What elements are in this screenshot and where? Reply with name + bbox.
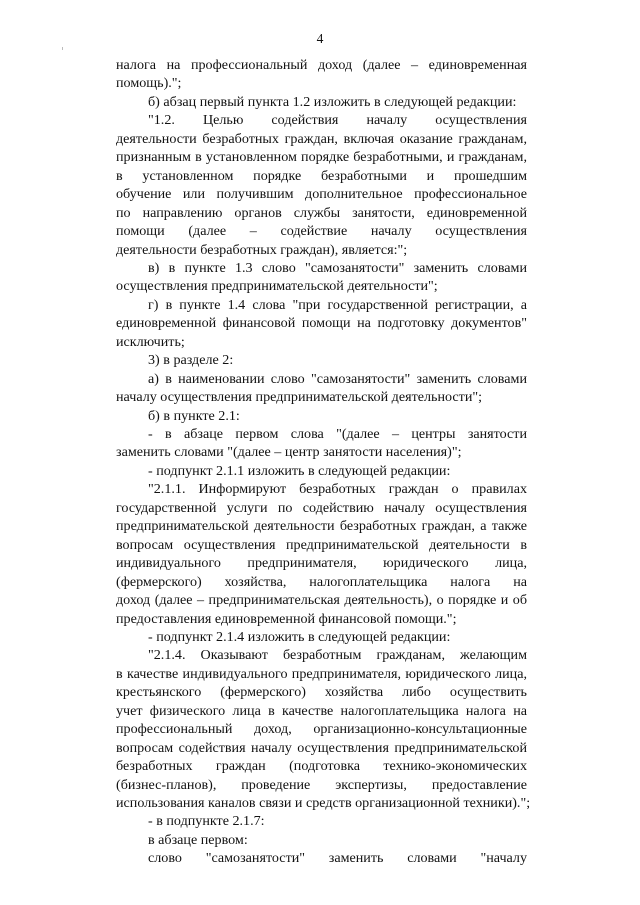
text-line: признанным в установленном порядке безработными, и гражданам, [116,149,527,166]
text-line: индивидуального предпринимателя, юридического лица, [116,555,527,572]
text-line: профессиональный доход, организационно-консультационные [116,721,527,738]
text-line: деятельности безработных граждан), является:"; [116,241,408,258]
text-line: предпринимательской деятельности безработных граждан, а также [116,518,527,535]
text-line: а) в наименовании слово "самозанятости" заменить словами [148,370,527,387]
text-line: (бизнес-планов), проведение экспертизы, предоставление [116,776,527,793]
text-line: деятельности безработных граждан, включая оказание гражданам, [116,130,527,147]
text-line: исключить; [116,333,185,350]
text-line: в) в пункте 1.3 слово "самозанятости" заменить словами [148,259,527,276]
text-line: крестьянского (фермерского) хозяйства либо осуществить [116,684,527,701]
text-line: б) в пункте 2.1: [148,407,240,424]
text-line: использования каналов связи и средств организационной техники)."; [116,795,531,811]
text-line: осуществления предпринимательской деятельности"; [116,278,438,295]
text-line: б) абзац первый пункта 1.2 изложить в следующей редакции: [148,93,517,110]
text-line: безработных граждан (подготовка технико-экономических [116,758,527,775]
text-line: по направлению органов службы занятости, единовременной [116,204,527,221]
text-line: вопросам осуществления предпринимательской деятельности в [116,536,527,553]
text-line: государственной услуги по содействию началу осуществления [116,499,527,516]
text-line: началу осуществления предпринимательской деятельности"; [116,389,483,406]
scan-artifact [62,47,63,50]
text-line: в абзаце первом: [148,831,248,848]
text-line: 3) в разделе 2: [148,352,234,369]
text-line: учет физического лица в качестве налогоплательщика налога на [116,702,527,719]
text-line: - подпункт 2.1.1 изложить в следующей редакции: [148,462,451,479]
text-line: помощи (далее – содействие началу осуществления [116,223,527,240]
text-line: в установленном порядке безработными и прошедшим [116,167,527,184]
text-line: г) в пункте 1.4 слова "при государственной регистрации, а [148,296,527,313]
text-line: единовременной финансовой помощи на подготовку документов" [116,315,527,332]
text-line: налога на профессиональный доход (далее – единовременная [116,57,527,73]
text-line: предоставления единовременной финансовой помощи."; [116,610,457,627]
text-line: слово "самозанятости" заменить словами "началу [148,850,527,867]
page-number: 4 [316,31,324,46]
text-line: "2.1.1. Информируют безработных граждан о правилах [148,481,527,498]
text-line: помощь)."; [116,75,182,92]
text-line: доход (далее – предпринимательская деятельность), о порядке и об [116,592,527,609]
text-line: - в абзаце первом слова "(далее – центры занятости [148,426,527,442]
text-line: в качестве индивидуального предпринимателя, юридического лица, [116,665,527,682]
text-line: заменить словами "(далее – центр занятости населения)"; [116,444,462,461]
text-line: - в подпункте 2.1.7: [148,813,265,830]
text-line: - подпункт 2.1.4 изложить в следующей редакции: [148,628,451,645]
text-line: "2.1.4. Оказывают безработным гражданам, желающим [148,647,527,664]
text-line: обучение или получившим дополнительное профессиональное [116,186,527,203]
text-line: вопросам содействия началу осуществления предпринимательской [116,739,527,756]
text-line: (фермерского) хозяйства, налогоплательщика налога на [116,573,527,590]
text-line: "1.2. Целью содействия началу осуществления [148,112,527,129]
